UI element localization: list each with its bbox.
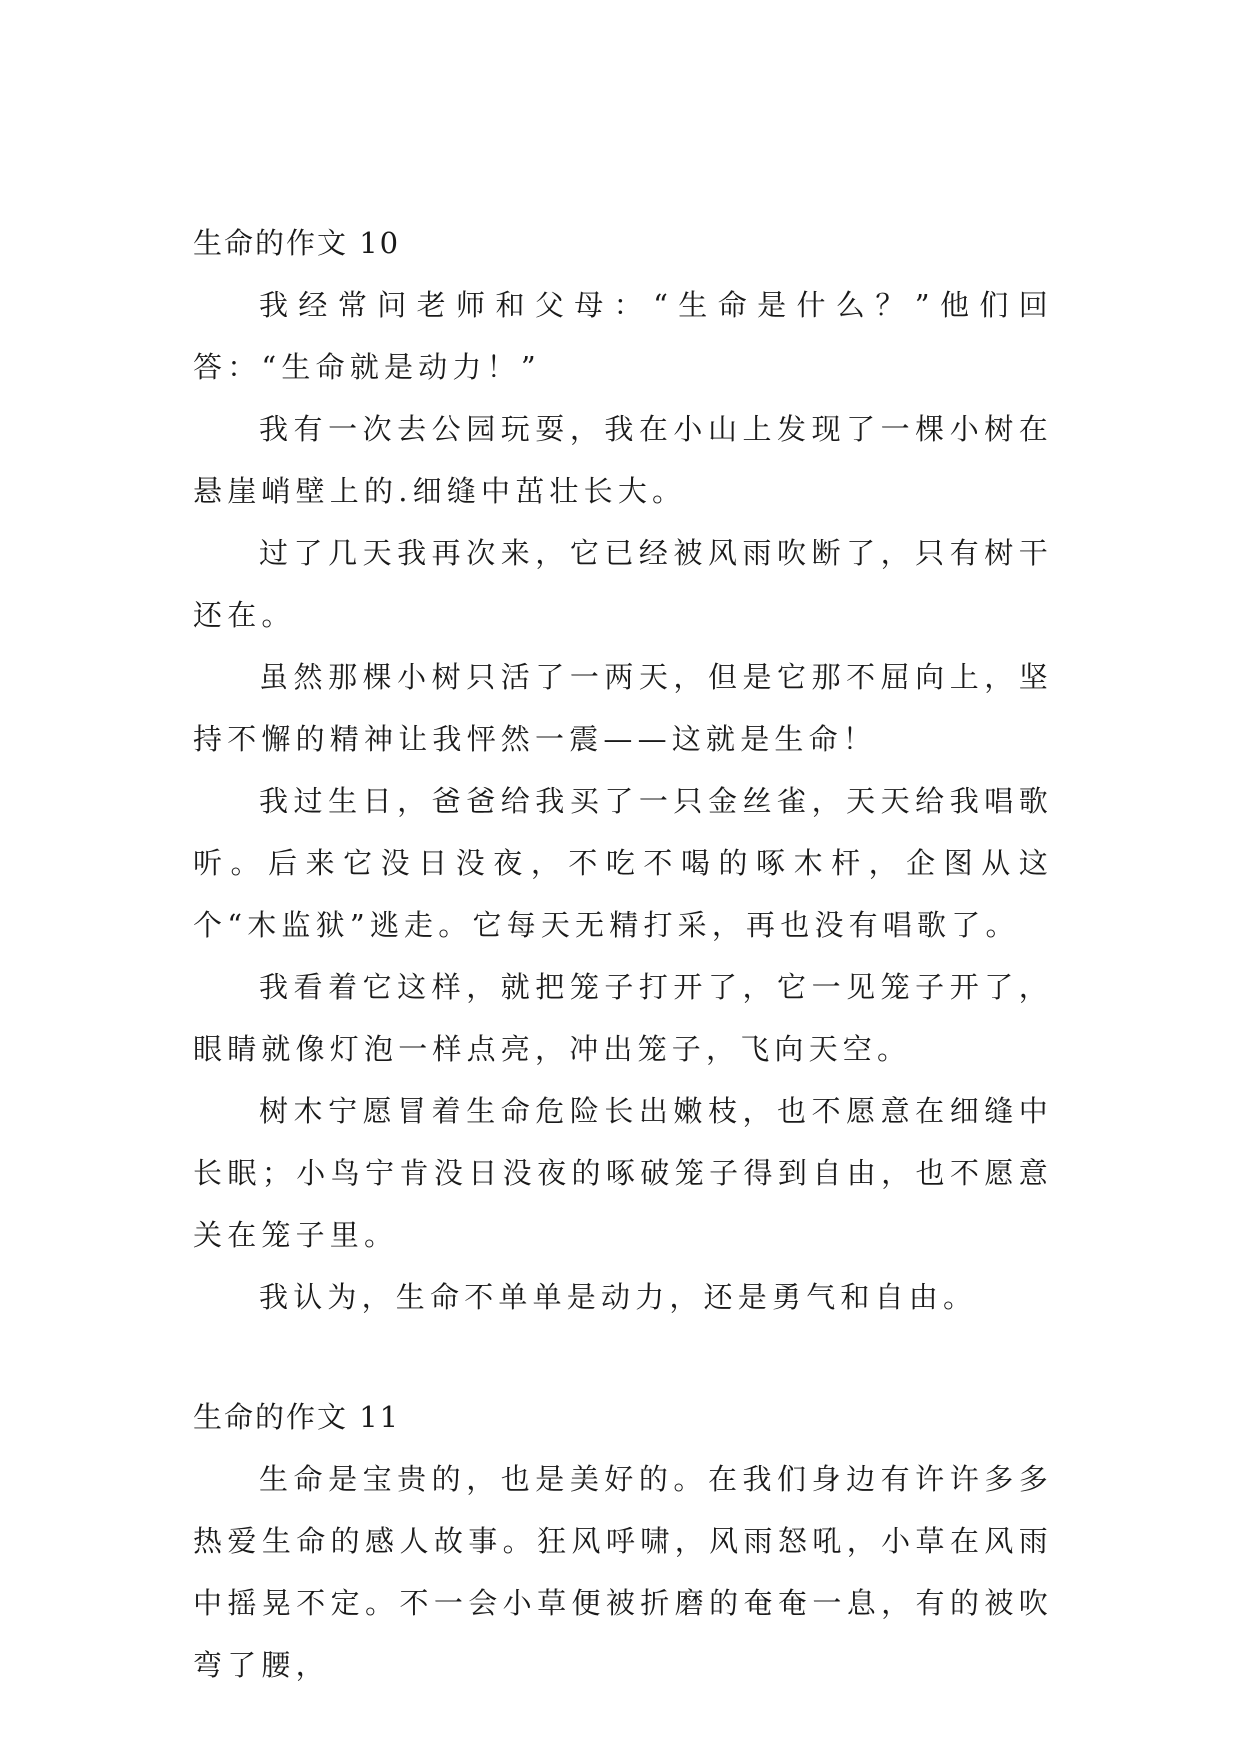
- paragraph: 我有一次去公园玩耍，我在小山上发现了一棵小树在悬崖峭壁上的.细缝中茁壮长大。: [193, 412, 1053, 508]
- paragraph: 虽然那棵小树只活了一两天，但是它那不屈向上，坚持不懈的精神让我怦然一震——这就是生命！: [193, 660, 1053, 756]
- essay-title: 生命的作文 10: [193, 226, 401, 260]
- paragraph: 过了几天我再次来，它已经被风雨吹断了，只有树干还在。: [193, 536, 1053, 632]
- paragraph: 我过生日，爸爸给我买了一只金丝雀，天天给我唱歌听。后来它没日没夜，不吃不喝的啄木杆，企图从这个“木监狱”逃走。它每天无精打采，再也没有唱歌了。: [193, 784, 1053, 942]
- document-page: [193, 212, 1053, 1696]
- essay-section-10: [193, 212, 1053, 1328]
- paragraph: 我经常问老师和父母：“生命是什么？”他们回答：“生命就是动力！”: [193, 288, 1053, 384]
- section-spacer: [193, 1328, 1053, 1386]
- essay-section-11: [193, 1386, 1053, 1696]
- essay-title: 生命的作文 11: [193, 1400, 401, 1434]
- paragraph: 生命是宝贵的，也是美好的。在我们身边有许许多多热爱生命的感人故事。狂风呼啸，风雨怒吼，小草在风雨中摇晃不定。不一会小草便被折磨的奄奄一息，有的被吹弯了腰，: [193, 1462, 1053, 1682]
- paragraph: 我认为，生命不单单是动力，还是勇气和自由。: [259, 1280, 978, 1314]
- paragraph: 树木宁愿冒着生命危险长出嫩枝，也不愿意在细缝中长眠；小鸟宁肯没日没夜的啄破笼子得到自由，也不愿意关在笼子里。: [193, 1094, 1053, 1252]
- paragraph: 我看着它这样，就把笼子打开了，它一见笼子开了，眼睛就像灯泡一样点亮，冲出笼子，飞向天空。: [193, 970, 1053, 1066]
